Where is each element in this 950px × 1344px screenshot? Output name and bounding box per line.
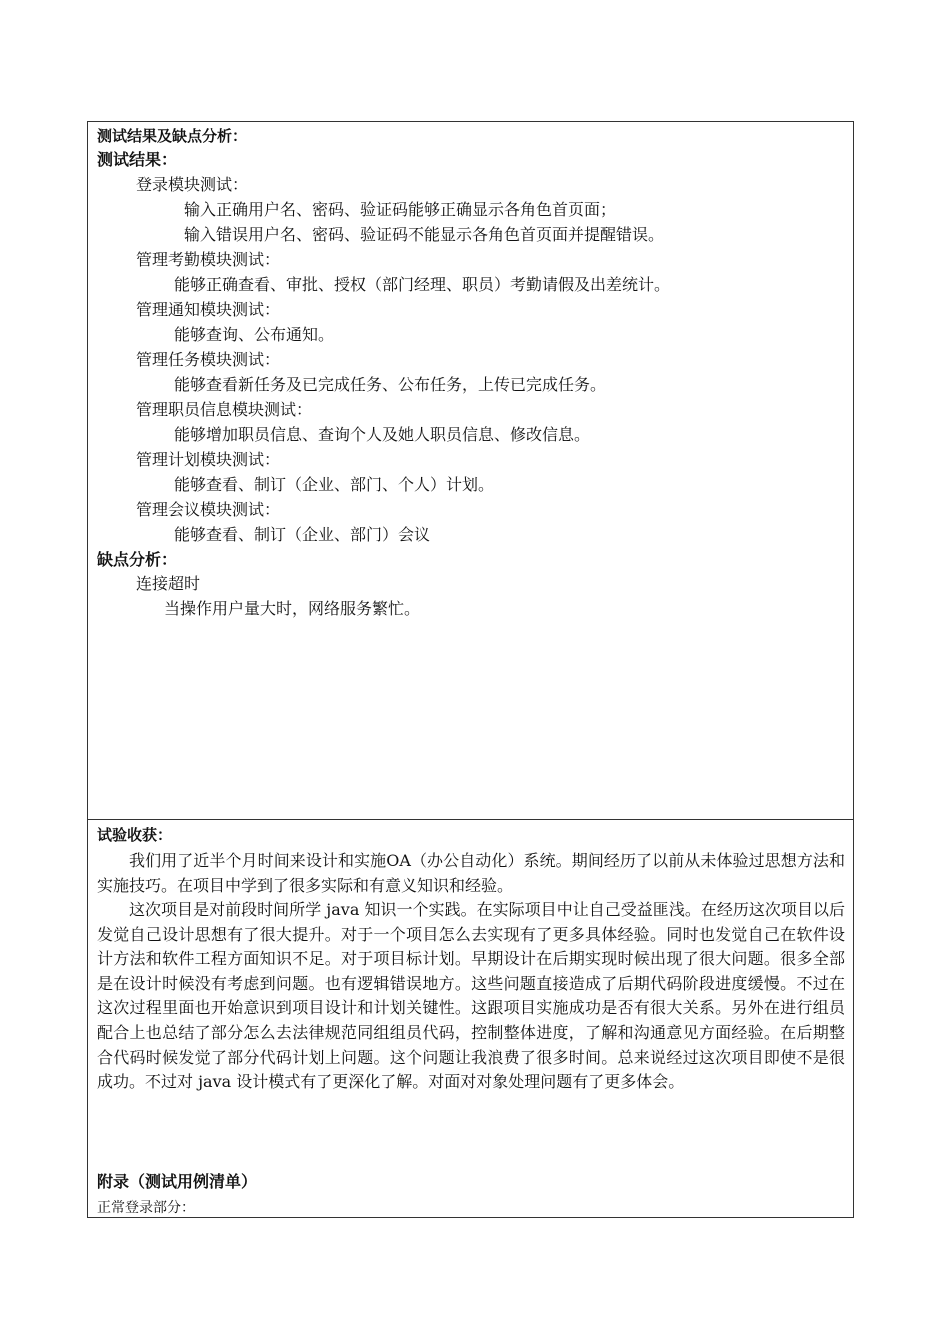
- report-table: [87, 121, 854, 1218]
- task-item: 能够查看新任务及已完成任务、公布任务，上传已完成任务。: [174, 375, 607, 394]
- attendance-module-title: 管理考勤模块测试：: [136, 250, 281, 269]
- section-divider: [88, 819, 853, 820]
- meeting-module-title: 管理会议模块测试：: [136, 500, 281, 519]
- gains-paragraph-1: 我们用了近半个月时间来设计和实施OA（办公自动化）系统。期间经历了以前从未体验过思想方法和实施技巧。在项目中学到了很多实际和有意义知识和经验。: [97, 851, 845, 895]
- login-item-2: 输入错误用户名、密码、验证码不能显示各角色首页面并提醒错误。: [184, 225, 665, 244]
- login-item-1: 输入正确用户名、密码、验证码能够正确显示各角色首页面；: [184, 200, 617, 219]
- plan-item: 能够查看、制订（企业、部门、个人）计划。: [174, 475, 495, 494]
- appendix-subheading: 正常登录部分：: [97, 1200, 195, 1216]
- test-results-heading: 测试结果：: [97, 150, 178, 169]
- attendance-item: 能够正确查看、审批、授权（部门经理、职员）考勤请假及出差统计。: [174, 275, 671, 294]
- staff-module-title: 管理职员信息模块测试：: [136, 400, 313, 419]
- defect-title: 连接超时: [136, 574, 201, 593]
- notice-module-title: 管理通知模块测试：: [136, 300, 281, 319]
- staff-item: 能够增加职员信息、查询个人及她人职员信息、修改信息。: [174, 425, 591, 444]
- plan-module-title: 管理计划模块测试：: [136, 450, 281, 469]
- gains-paragraph-2: 这次项目是对前段时间所学 java 知识一个实践。在实际项目中让自己受益匪浅。在经历这次项目以后发觉自己设计思想有了很大提升。对于一个项目怎么去实现有了更多具体经验。同时也发觉自己在软件设计方法和软件工程方面知识不足。对于项目标计划。早期设计在后期实现时候出现了很大问题。很多全部是在设计时候没有考虑到问题。也有逻辑错误地方。这些问题直接造成了后期代码阶段进度缓慢。不过在这次过程里面也开始意识到项目设计和计划关键性。这跟项目实施成功是否有很大关系。另外在进行组员配合上也总结了部分怎么去法律规范同组组员代码，控制整体进度，了解和沟通意见方面经验。在后期整合代码时候发觉了部分代码计划上问题。这个问题让我浪费了很多时间。总来说经过这次项目即使不是很成功。不过对 java 设计模式有了更深化了解。对面对对象处理问题有了更多体会。: [97, 900, 845, 1092]
- test-results-defects-heading: 测试结果及缺点分析：: [97, 127, 248, 145]
- notice-item: 能够查询、公布通知。: [174, 325, 335, 344]
- login-module-title: 登录模块测试：: [136, 175, 249, 194]
- defects-heading: 缺点分析：: [97, 550, 178, 569]
- task-module-title: 管理任务模块测试：: [136, 350, 281, 369]
- meeting-item: 能够查看、制订（企业、部门）会议: [174, 525, 431, 544]
- experiment-gains-heading: 试验收获：: [97, 826, 173, 844]
- defect-item: 当操作用户量大时，网络服务繁忙。: [164, 599, 421, 618]
- appendix-heading: 附录（测试用例清单）: [97, 1172, 258, 1191]
